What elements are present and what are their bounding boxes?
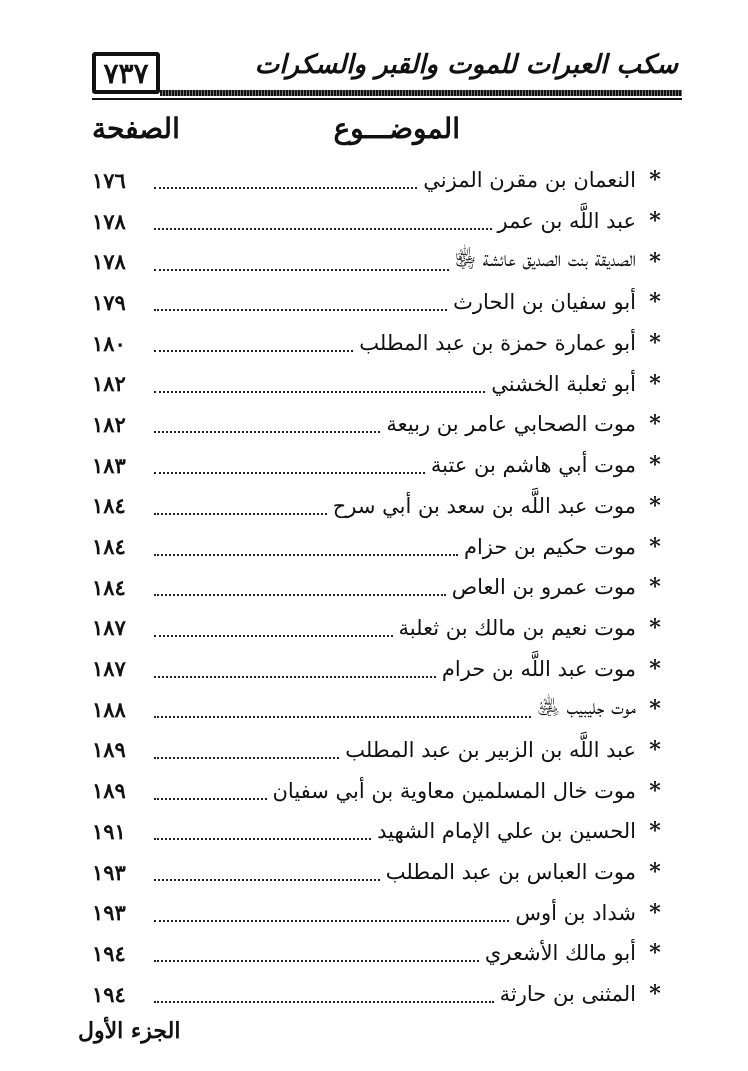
dot-leader	[154, 676, 436, 678]
toc-entry-title: موت العباس بن عبد المطلب	[385, 860, 636, 885]
dot-leader	[154, 554, 458, 556]
toc-entry[interactable]	[92, 567, 666, 608]
toc-entry-title: موت الصحابي عامر بن ربيعة	[386, 412, 636, 437]
bullet-icon: *	[649, 370, 661, 397]
toc-entry-title: موت حكيم بن حزام	[463, 534, 636, 559]
bullet-icon: *	[649, 777, 661, 804]
toc-entry[interactable]	[92, 933, 666, 974]
toc-entry[interactable]	[92, 852, 666, 893]
toc-entry[interactable]	[92, 730, 666, 771]
toc-entry-page: ١٨٤	[92, 574, 126, 600]
bullet-icon: *	[649, 696, 661, 723]
bullet-icon: *	[649, 818, 661, 845]
toc-entry[interactable]	[92, 608, 666, 649]
toc-entry-title: شداد بن أوس	[515, 900, 636, 925]
dot-leader	[154, 879, 380, 881]
header-rule-thin	[92, 98, 682, 100]
toc-entry-title: موت أبي هاشم بن عتبة	[430, 453, 636, 478]
toc-entry-title: أبو مالك الأشعري	[484, 941, 636, 966]
dot-leader	[154, 838, 371, 840]
toc-entry-title: موت عمرو بن العاص	[451, 575, 636, 600]
bullet-icon: *	[649, 533, 661, 560]
toc-entry-page: ١٨٧	[92, 615, 126, 641]
bullet-icon: *	[649, 899, 661, 926]
dot-leader	[154, 350, 353, 352]
dot-leader	[154, 594, 446, 596]
bullet-icon: *	[649, 208, 661, 235]
dot-leader	[154, 635, 393, 637]
dot-leader	[154, 920, 509, 922]
bullet-icon: *	[649, 330, 661, 357]
toc-entry[interactable]	[92, 811, 666, 852]
toc-entry[interactable]	[92, 323, 666, 364]
bullet-icon: *	[649, 289, 661, 316]
bullet-icon: *	[649, 940, 661, 967]
dot-leader	[154, 513, 327, 515]
dot-leader	[154, 757, 339, 759]
toc-entry[interactable]	[92, 648, 666, 689]
bullet-icon: *	[649, 167, 661, 194]
bullet-icon: *	[649, 411, 661, 438]
toc-entry-title: المثنى بن حارثة	[499, 982, 636, 1007]
toc-entry[interactable]	[92, 526, 666, 567]
toc-entry-page: ١٩٣	[92, 900, 126, 926]
toc-entry-page: ١٨٤	[92, 493, 126, 519]
toc-entry[interactable]	[92, 241, 666, 282]
dot-leader	[154, 309, 447, 311]
toc-entry-page: ١٨٣	[92, 452, 126, 478]
dot-leader	[154, 391, 485, 393]
toc-entry[interactable]	[92, 363, 666, 404]
book-title: سكب العبرات للموت والقبر والسكرات	[254, 50, 678, 80]
toc-entry-page: ١٨٢	[92, 371, 126, 397]
toc-entry[interactable]	[92, 892, 666, 933]
toc-entry-page: ١٩٤	[92, 981, 126, 1007]
toc-entry-title: عبد اللَّه بن عمر	[497, 209, 636, 234]
toc-entry-page: ١٨٨	[92, 696, 126, 722]
toc-entry-page: ١٧٨	[92, 208, 126, 234]
toc-entry-page: ١٧٩	[92, 289, 126, 315]
toc-entry[interactable]	[92, 282, 666, 323]
toc-entry-page: ١٧٦	[92, 167, 126, 193]
toc-entry-page: ١٨٩	[92, 737, 126, 763]
toc-entry-title: موت جليبيب ﵁	[536, 694, 636, 719]
toc-entry-page: ١٧٨	[92, 249, 126, 275]
volume-label: الجزء الأول	[78, 1018, 181, 1044]
dot-leader	[154, 472, 425, 474]
bullet-icon: *	[649, 655, 661, 682]
dot-leader	[154, 431, 380, 433]
toc-entry-title: أبو ثعلبة الخشني	[491, 371, 636, 396]
bullet-icon: *	[649, 614, 661, 641]
dot-leader	[154, 228, 492, 230]
bullet-icon: *	[649, 452, 661, 479]
toc-entry[interactable]	[92, 770, 666, 811]
toc-entry[interactable]	[92, 160, 666, 201]
toc-entry-title: موت عبد اللَّه بن سعد بن أبي سرح	[332, 493, 636, 518]
bullet-icon: *	[649, 736, 661, 763]
toc-entry-page: ١٨٧	[92, 656, 126, 682]
toc-entry-page: ١٩٣	[92, 859, 126, 885]
dot-leader	[154, 798, 267, 800]
toc-entry-title: أبو عمارة حمزة بن عبد المطلب	[359, 331, 636, 356]
table-of-contents	[92, 160, 666, 1014]
dot-leader	[154, 716, 531, 718]
toc-entry-title: النعمان بن مقرن المزني	[423, 168, 636, 193]
bullet-icon: *	[649, 248, 661, 275]
column-title-page: الصفحة	[92, 112, 180, 145]
toc-entry-title: موت خال المسلمين معاوية بن أبي سفيان	[272, 778, 636, 803]
toc-entry-page: ١٩١	[92, 818, 126, 844]
toc-entry-page: ١٩٤	[92, 940, 126, 966]
toc-entry[interactable]	[92, 445, 666, 486]
dot-leader	[154, 269, 449, 271]
toc-entry-title: موت عبد اللَّه بن حرام	[441, 656, 636, 681]
toc-entry-page: ١٨٩	[92, 778, 126, 804]
toc-entry[interactable]	[92, 201, 666, 242]
bullet-icon: *	[649, 574, 661, 601]
header-rule	[160, 90, 682, 96]
dot-leader	[154, 1001, 494, 1003]
toc-entry-title: موت نعيم بن مالك بن ثعلبة	[398, 615, 636, 640]
toc-entry-title: أبو سفيان بن الحارث	[453, 290, 636, 315]
column-title-topic: الموضـــوع	[333, 112, 460, 145]
toc-entry-page: ١٨٤	[92, 534, 126, 560]
toc-entry-title: عبد اللَّه بن الزبير بن عبد المطلب	[345, 737, 636, 762]
bullet-icon: *	[649, 492, 661, 519]
dot-leader	[154, 187, 417, 189]
toc-entry[interactable]	[92, 486, 666, 527]
bullet-icon: *	[649, 981, 661, 1008]
dot-leader	[154, 960, 479, 962]
toc-entry[interactable]	[92, 974, 666, 1015]
toc-entry-page: ١٨٢	[92, 411, 126, 437]
toc-entry[interactable]	[92, 689, 666, 730]
toc-entry[interactable]	[92, 404, 666, 445]
toc-entry-title: الحسين بن علي الإمام الشهيد	[377, 819, 636, 844]
toc-entry-title: الصديقة بنت الصديق عائشة ﵂	[454, 247, 636, 272]
page-number: ٧٣٧	[92, 52, 160, 94]
toc-entry-page: ١٨٠	[92, 330, 126, 356]
bullet-icon: *	[649, 859, 661, 886]
